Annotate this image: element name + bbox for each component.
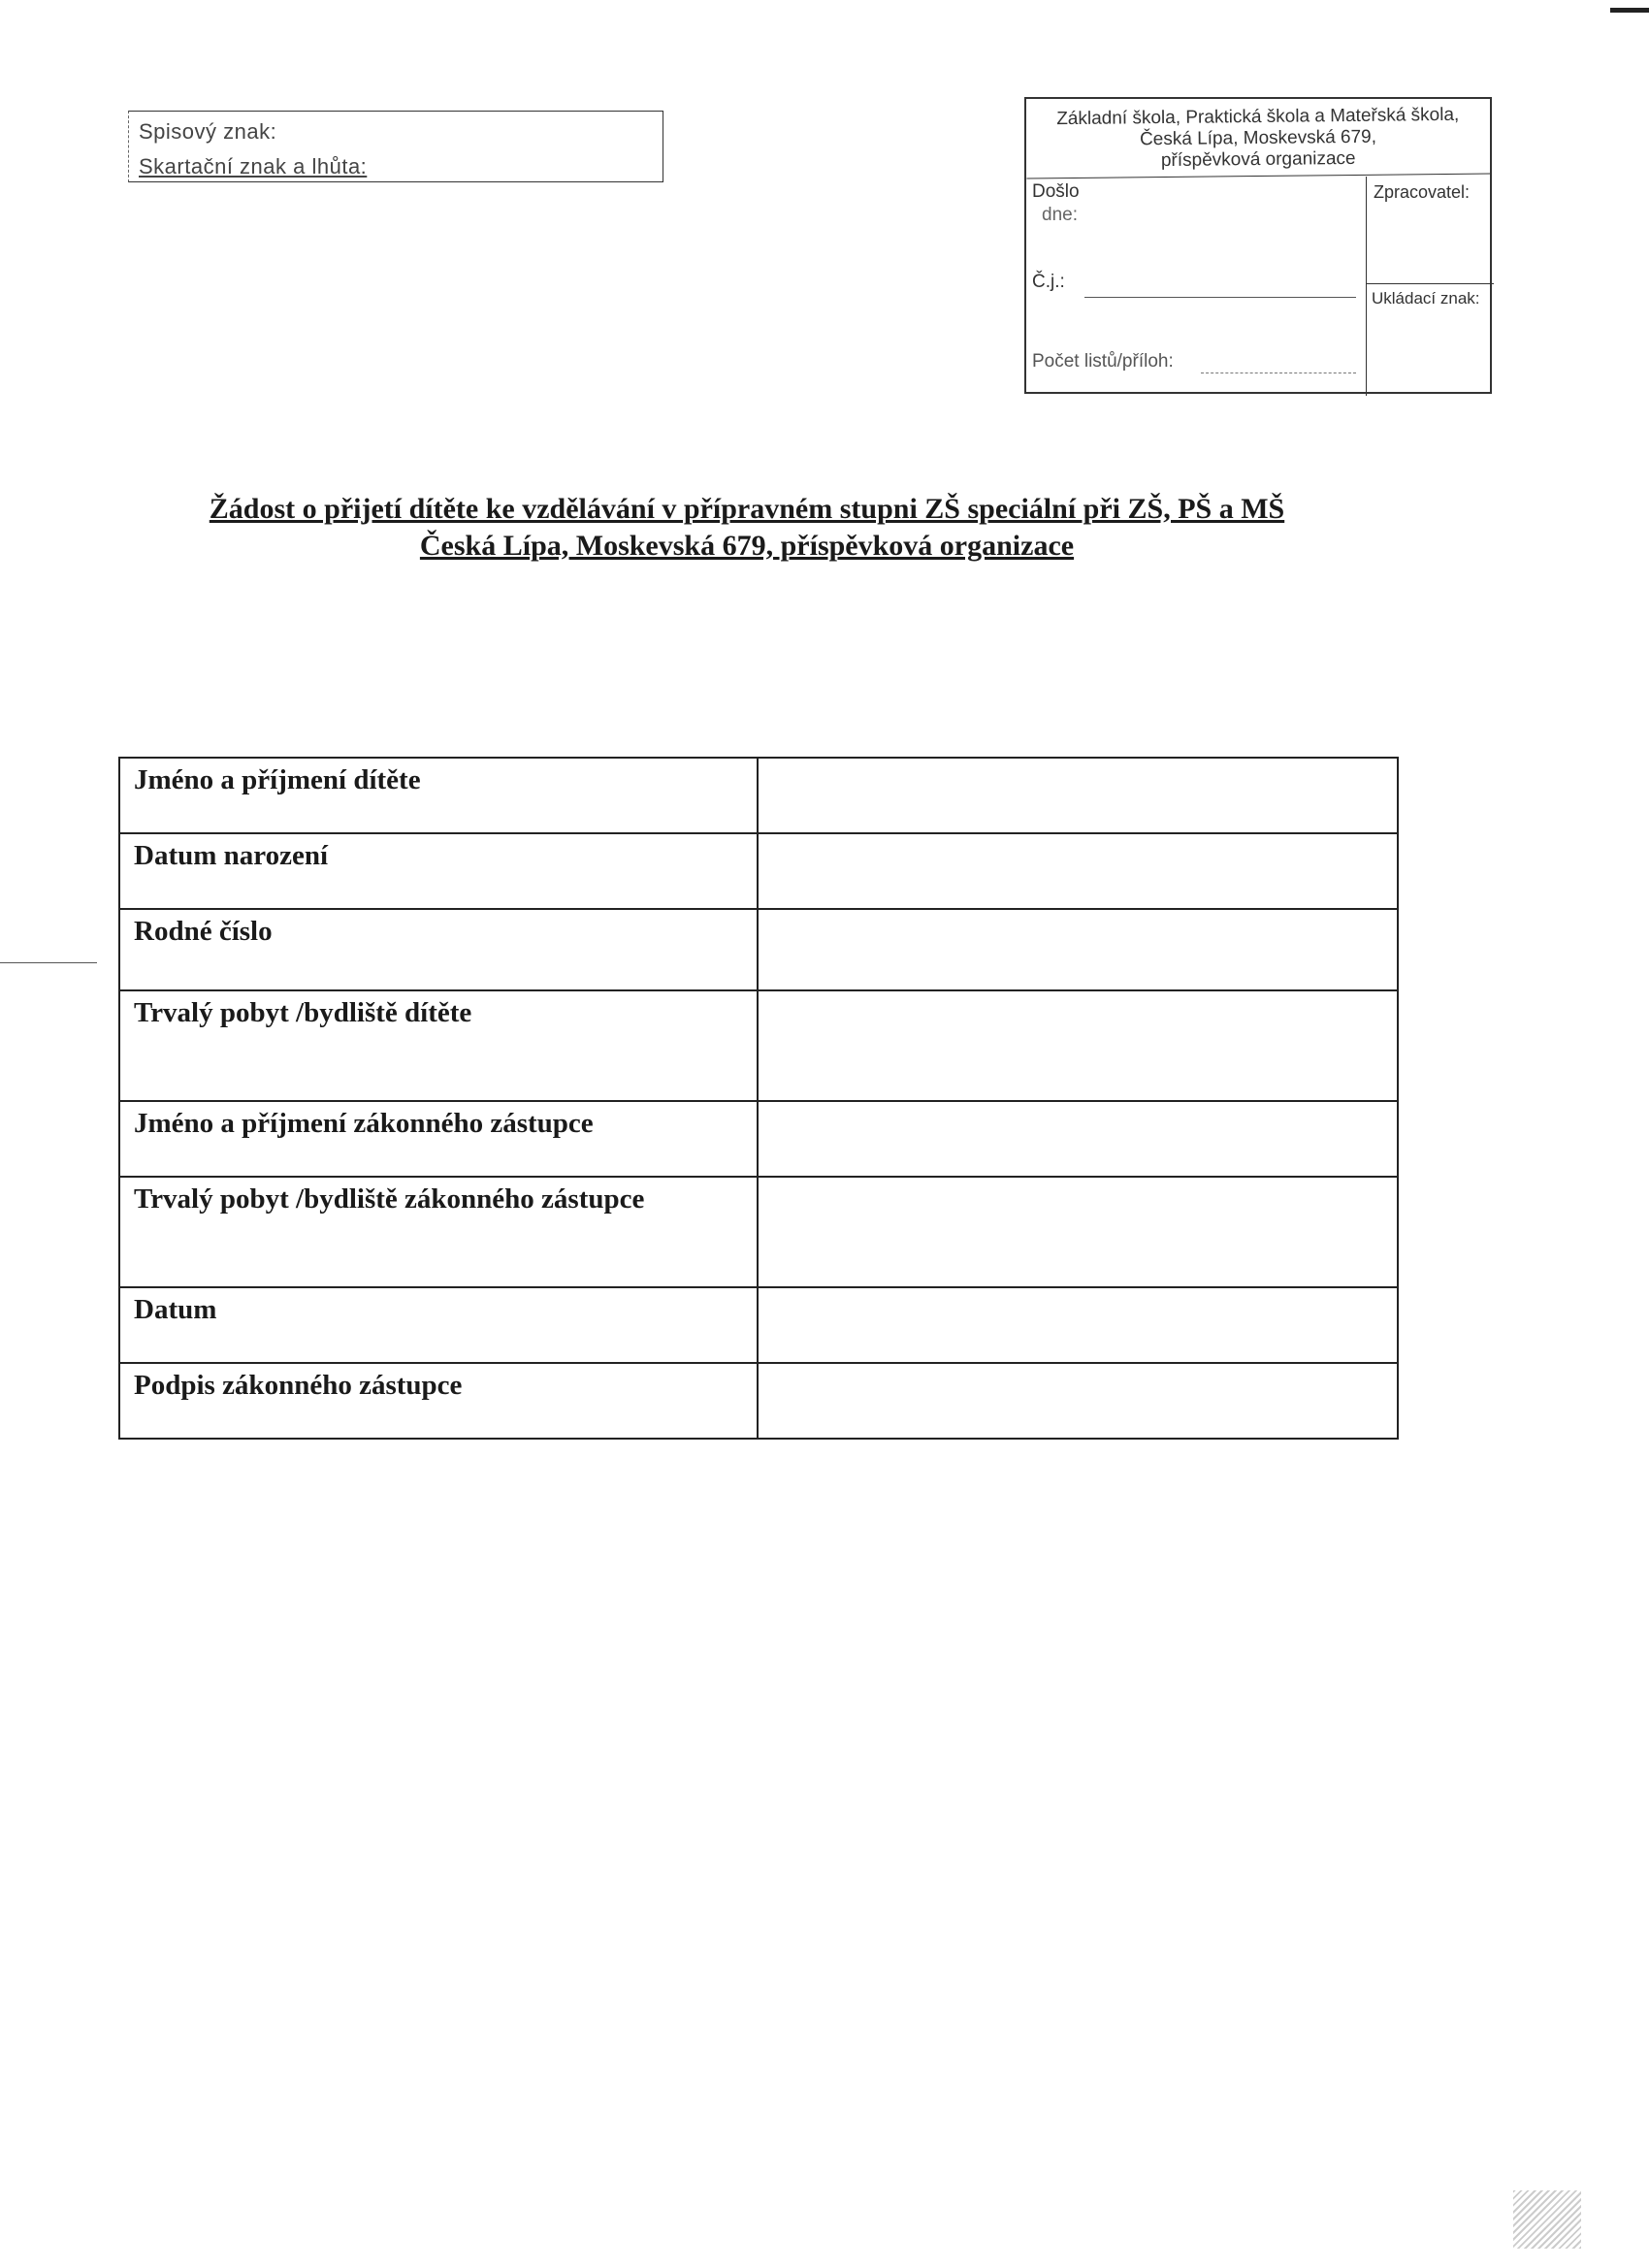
stamp-reference-line: [1084, 297, 1356, 298]
file-mark-label: Spisový znak:: [139, 119, 277, 144]
document-title: [97, 491, 1397, 565]
stamp-school-type: příspěvková organizace: [1160, 147, 1356, 172]
stamp-divider-vertical: [1366, 177, 1367, 396]
file-mark-box: [128, 111, 663, 182]
table-row: [119, 1177, 1398, 1287]
guardian-signature-label: Podpis zákonného zástupce: [119, 1363, 758, 1439]
date-label: Datum: [119, 1287, 758, 1363]
stamp-school-name: Základní škola, Praktická škola a Mateřská škola,: [1056, 104, 1460, 130]
birth-date-label: Datum narození: [119, 833, 758, 909]
application-form-table: [118, 757, 1399, 1440]
registry-stamp: [1024, 97, 1492, 394]
table-row: [119, 1101, 1398, 1177]
document-title-line1: Žádost o přijetí dítěte ke vzdělávání v přípravném stupni ZŠ speciální při ZŠ, PŠ a MŠ: [209, 493, 1285, 525]
shredding-mark-label: [139, 154, 367, 179]
child-address-label: Trvalý pobyt /bydliště dítěte: [119, 990, 758, 1101]
scan-artifact-line: [0, 962, 97, 963]
stamp-processor-label: Zpracovatel:: [1374, 182, 1471, 202]
scan-artifact-dash: [1610, 8, 1649, 13]
table-row: [119, 909, 1398, 990]
birth-number-label: Rodné číslo: [119, 909, 758, 990]
table-row: [119, 1363, 1398, 1439]
date-field[interactable]: [758, 1287, 1398, 1363]
stamp-header: [1026, 96, 1491, 178]
table-row: [119, 833, 1398, 909]
document-title-line2: Česká Lípa, Moskevská 679, příspěvková organizace: [419, 530, 1075, 562]
guardian-name-field[interactable]: [758, 1101, 1398, 1177]
guardian-address-label: Trvalý pobyt /bydliště zákonného zástupce: [119, 1177, 758, 1287]
child-name-field[interactable]: [758, 758, 1398, 833]
stamp-received-word: Došlo: [1032, 181, 1080, 202]
shredding-mark-text: Skartační znak a lhůta:: [139, 154, 368, 178]
stamp-reference-label: Č.j.:: [1032, 272, 1065, 292]
table-row: [119, 1287, 1398, 1363]
stamp-received-label: [1032, 180, 1080, 227]
stamp-divider-horizontal: [1366, 283, 1494, 284]
birth-number-field[interactable]: [758, 909, 1398, 990]
child-name-label: Jméno a příjmení dítěte: [119, 758, 758, 833]
stamp-sheet-count-label: Počet listů/příloh:: [1032, 351, 1174, 372]
stamp-filing-label: Ukládací znak:: [1372, 289, 1480, 308]
table-row: [119, 990, 1398, 1101]
guardian-address-field[interactable]: [758, 1177, 1398, 1287]
guardian-signature-field[interactable]: [758, 1363, 1398, 1439]
child-address-field[interactable]: [758, 990, 1398, 1101]
scan-artifact-corner: [1513, 2190, 1581, 2249]
birth-date-field[interactable]: [758, 833, 1398, 909]
table-row: [119, 758, 1398, 833]
stamp-date-word: dne:: [1042, 205, 1078, 225]
stamp-school-address: Česká Lípa, Moskevská 679,: [1139, 126, 1377, 150]
guardian-name-label: Jméno a příjmení zákonného zástupce: [119, 1101, 758, 1177]
